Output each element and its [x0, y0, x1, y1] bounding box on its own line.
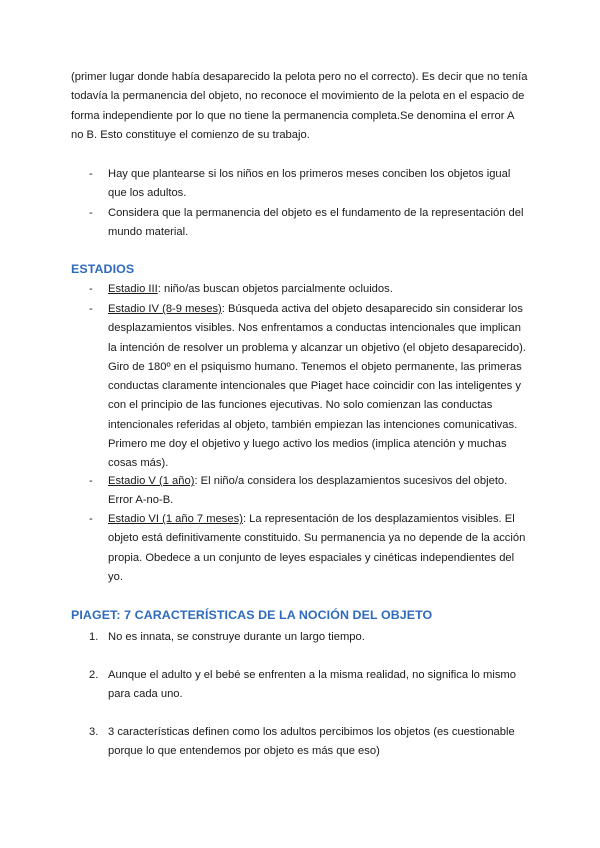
- list-item-text: cosas más).: [108, 457, 169, 470]
- list-item-text: : El niño/a considera los desplazamientos sucesivos del objeto.: [194, 475, 508, 487]
- intro-line: todavía la permanencia del objeto, no reconoce el movimiento de la pelota en el espacio de: [71, 90, 525, 103]
- estadio-label: Estadio III: [108, 283, 158, 295]
- list-item-text: objeto está definitivamente constituido. Su permanencia ya no depende de la acción: [108, 532, 526, 545]
- bullet-marker: -: [89, 207, 93, 219]
- list-item-text: Primero me doy el objetivo y luego activo los medios (implica atención y muchas: [108, 438, 507, 451]
- list-item-text: conductas claramente intencionales que Piaget hace coincidir con las inteligentes y: [108, 380, 521, 393]
- list-item-text: para cada uno.: [108, 688, 183, 701]
- intro-line: (primer lugar donde había desaparecido la pelota pero no el correcto). Es decir que no tenía: [71, 71, 528, 83]
- list-item-text: yo.: [108, 570, 123, 583]
- intro-paragraph: [71, 68, 531, 145]
- list-number: 2.: [89, 669, 99, 681]
- list-item-text: Error A-no-B.: [108, 494, 174, 507]
- list-number: 3.: [89, 726, 99, 738]
- bullet-marker: -: [89, 283, 93, 295]
- bullet-marker: -: [89, 303, 93, 315]
- bullet-marker: -: [89, 513, 93, 525]
- list-item-text: mundo material.: [108, 226, 189, 239]
- list-item-text: que los adultos.: [108, 187, 187, 200]
- list-item-text: desplazamientos visibles. Nos enfrentamos a conductas intencionales que implican: [108, 322, 521, 335]
- bullet-marker: -: [89, 475, 93, 487]
- list-item-text: Hay que plantearse si los niños en los primeros meses conciben los objetos igual: [108, 168, 511, 180]
- intro-line: no B. Esto constituye el comienzo de su trabajo.: [71, 128, 310, 141]
- intro-line: forma independiente por lo que no tiene la permanencia completa.Se denomina el error A: [71, 109, 515, 122]
- estadio-label: Estadio V (1 año): [108, 475, 195, 487]
- list-item-text: Considera que la permanencia del objeto es el fundamento de la representación del: [108, 207, 524, 219]
- list-item-text: No es innata, se construye durante un largo tiempo.: [108, 631, 365, 643]
- list-item-text: 3 características definen como los adultos percibimos los objetos (es cuestionable: [108, 726, 515, 738]
- list-item-text: : La representación de los desplazamientos visibles. El: [242, 513, 515, 525]
- list-item-text: la intención de resolver un problema y alcanzar un objetivo (el objeto desaparecido).: [108, 341, 526, 354]
- section-heading-piaget: PIAGET: 7 CARACTERÍSTICAS DE LA NOCIÓN DEL OBJETO: [71, 608, 433, 622]
- section-heading-estadios: ESTADIOS: [71, 262, 135, 276]
- list-item-text: porque lo que entendemos por objeto es más que eso): [108, 745, 380, 758]
- list-item-text: con el principio de las funciones ejecutivas. No solo comienzan las conductas: [108, 399, 493, 412]
- list-number: 1.: [89, 631, 99, 643]
- estadio-label: Estadio IV (8-9 meses): [108, 303, 222, 315]
- estadio-label: Estadio VI (1 año 7 meses): [108, 513, 243, 525]
- list-item-text: : niño/as buscan objetos parcialmente ocluidos.: [157, 283, 393, 295]
- bullet-marker: -: [89, 168, 93, 180]
- list-item-text: Giro de 180º en el psiquismo humano. Tenemos el objeto permanente, las primeras: [108, 360, 522, 373]
- list-item-text: Aunque el adulto y el bebé se enfrenten a la misma realidad, no significa lo mismo: [108, 669, 516, 681]
- list-item-text: : Búsqueda activa del objeto desaparecido sin considerar los: [221, 303, 523, 315]
- list-item-text: intencionales referidas al objeto, también empiezan las intenciones comunicativas.: [108, 418, 518, 431]
- list-item-text: propia. Obedece a un conjunto de leyes espaciales y cinéticas independientes del: [108, 551, 515, 564]
